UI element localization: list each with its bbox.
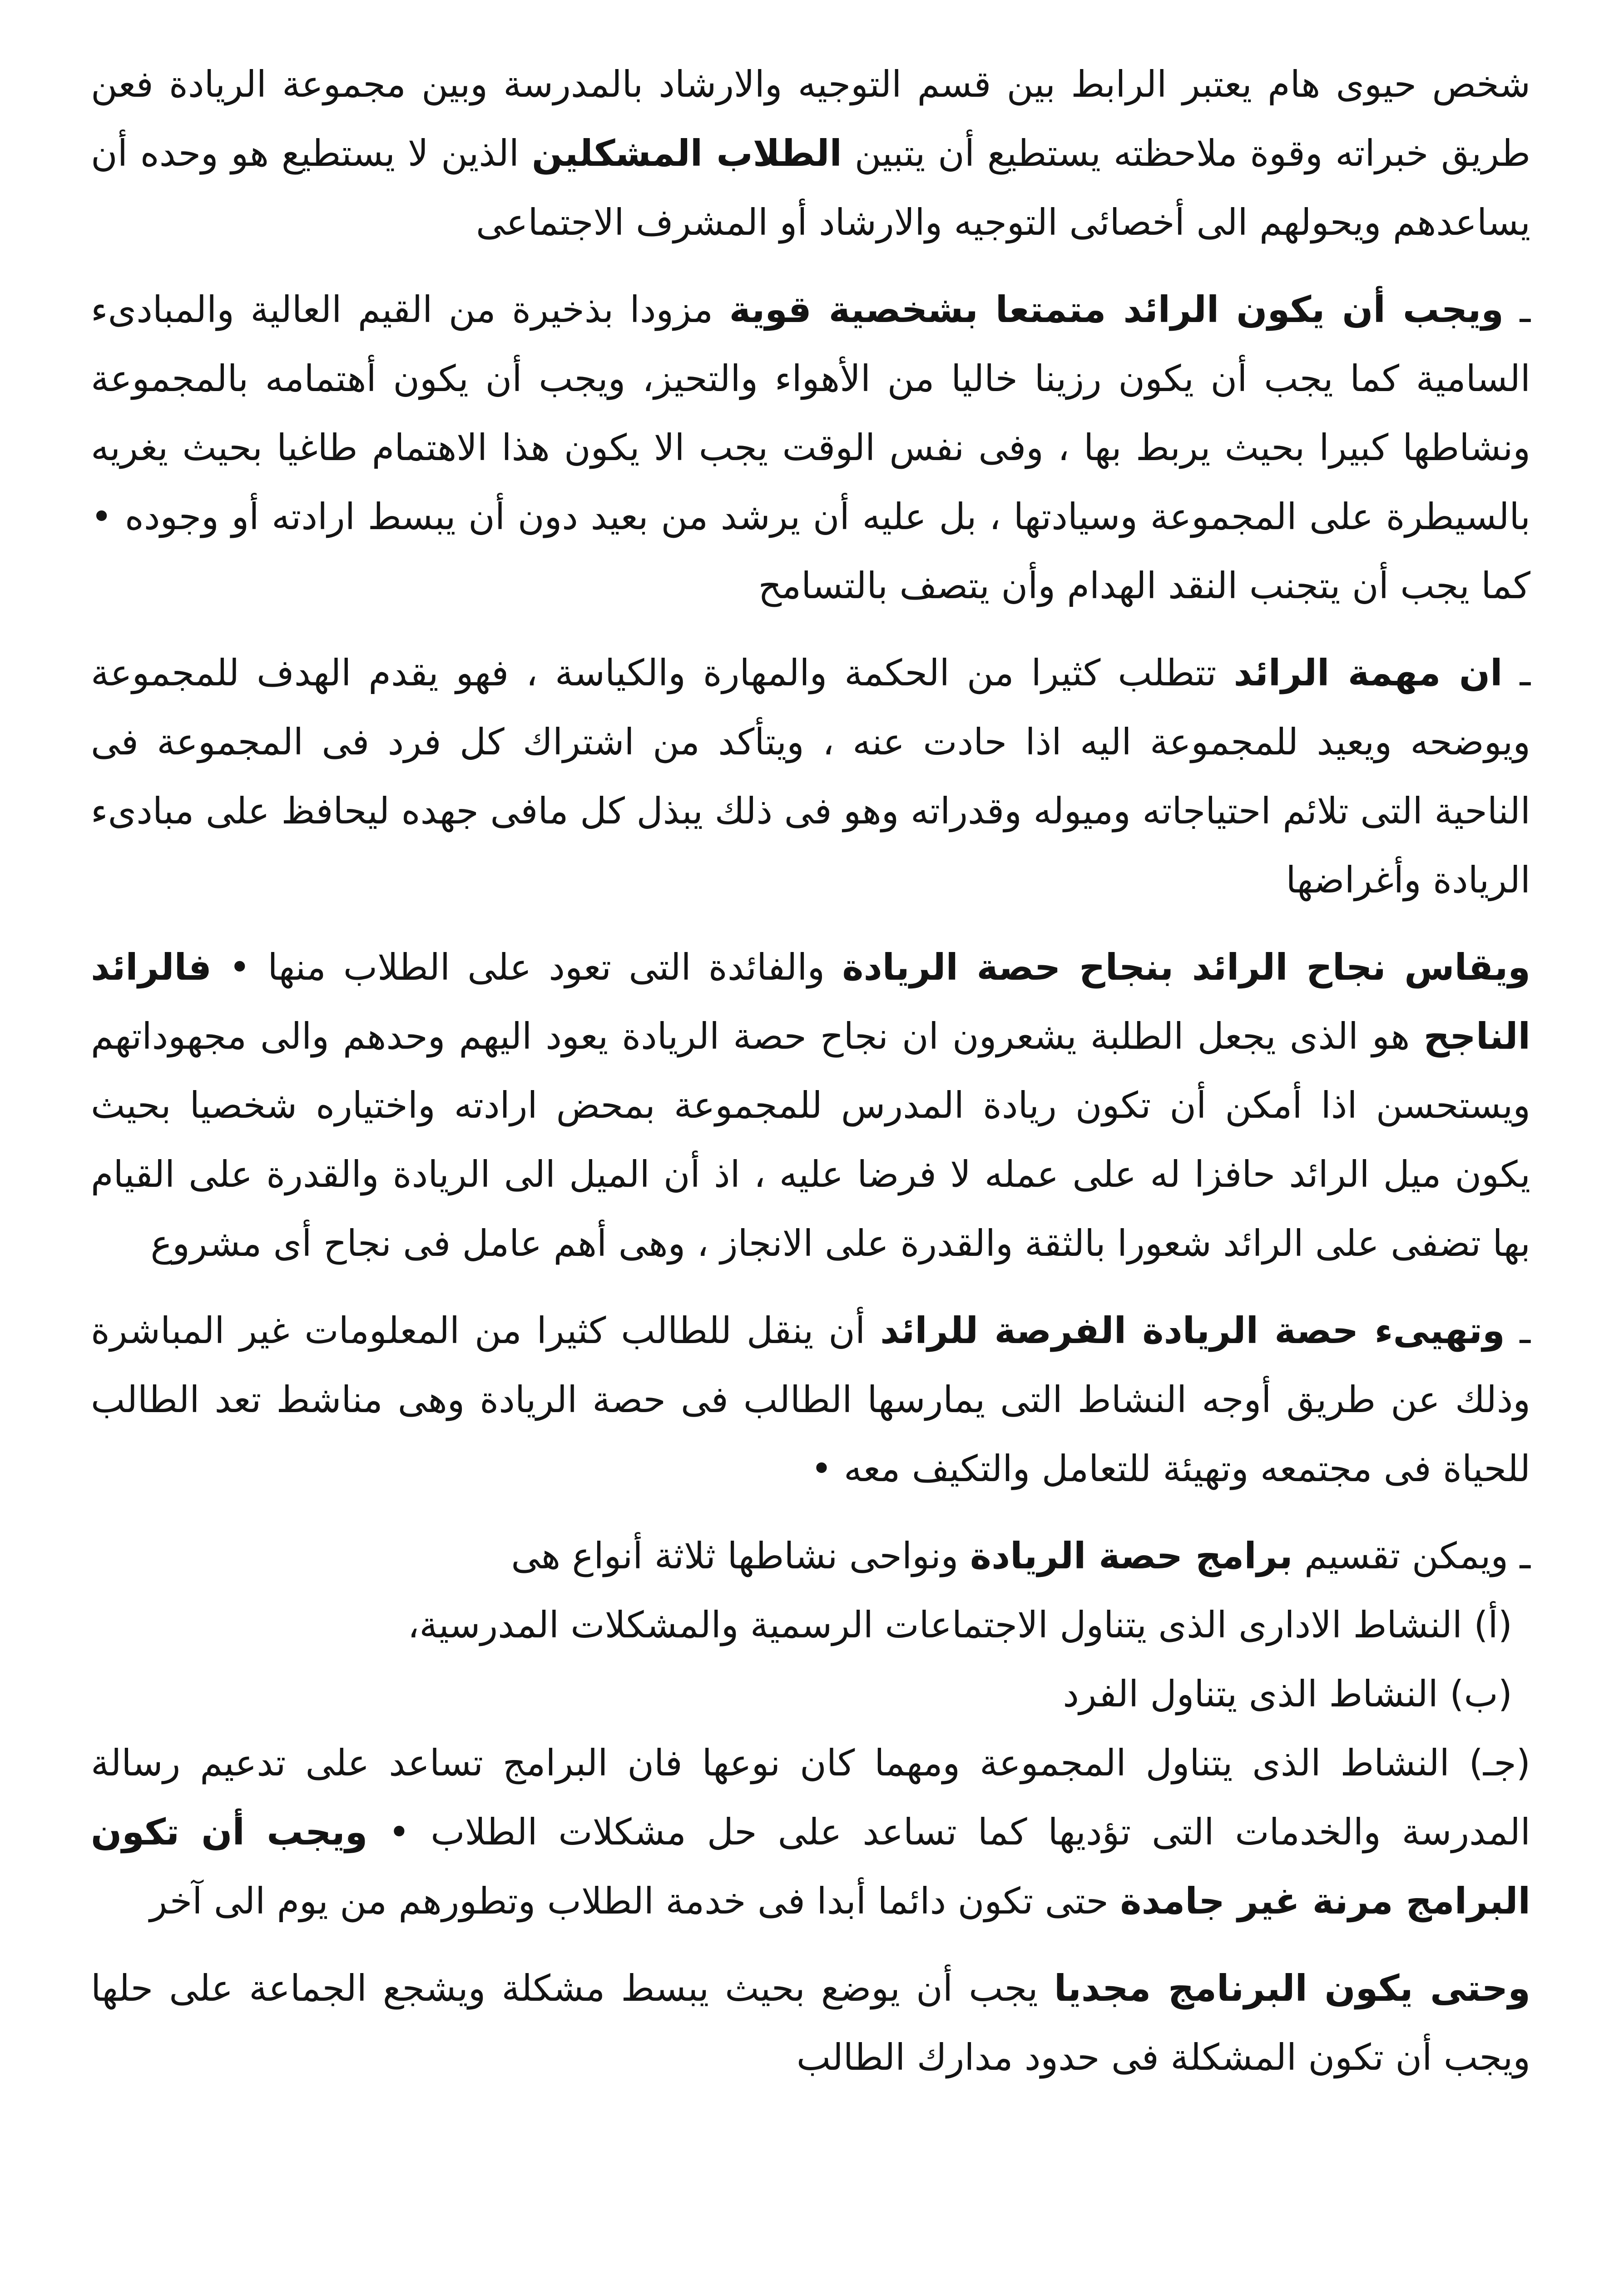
paragraph-4-text-b: هو الذى يجعل الطلبة يشعرون ان نجاح حصة الريادة يعود اليهم وحدهم والى مجهوداتهم ويستحسن اذا أمكن أن تكون ريادة المدرس للمجموعة بمحض ارادته واختياره شخصيا بحيث يكون ميل الرائد حافزا له على عمله لا فرضا عليه ، اذ أن الميل الى الريادة والقدرة على القيام بها تضفى على الرائد شعورا بالثقة والقدرة على الانجاز ، وهى أهم عامل فى نجاح أى مشروع [91, 1015, 1530, 1264]
paragraph-3-text-a: تتطلب كثيرا من الحكمة والمهارة والكياسة ، فهو يقدم الهدف للمجموعة ويوضحه ويعيد للمجموعة اليه اذا حادت عنه ، ويتأكد من اشتراك كل فرد فى المجموعة فى الناحية التى تلائم احتياجاته وميوله وقدراته وهو فى ذلك يبذل كل مافى جهده ليحافظ على مبادىء الريادة وأغراضها [91, 652, 1530, 901]
paragraph-2 [91, 275, 1530, 620]
paragraph-1 [91, 50, 1530, 257]
list-item-c-bold: ويجب أن تكون البرامج مرنة غير جامدة [91, 1811, 1530, 1922]
paragraph-1-text-a: شخص حيوى هام يعتبر الرابط بين قسم التوجيه والارشاد بالمدرسة وبين مجموعة الريادة فعن طريق خبراته وقوة ملاحظته يستطيع أن يتبين [91, 63, 1531, 174]
list-item-c-tail: حتى تكون دائما أبدا فى خدمة الطلاب وتطورهم من يوم الى آخر [149, 1880, 1120, 1922]
paragraph-5-text-a: أن ينقل للطالب كثيرا من المعلومات غير المباشرة وذلك عن طريق أوجه النشاط التى يمارسها الطالب فى حصة الريادة وهى مناشط تعد الطالب للحياة فى مجتمعه وتهيئة للتعامل والتكيف معه • [91, 1309, 1530, 1490]
paragraph-6 [91, 1522, 1530, 1591]
paragraph-7-text-a: يجب أن يوضع بحيث يبسط مشكلة ويشجع الجماعة على حلها ويجب أن تكون المشكلة فى حدود مدارك الطالب [91, 1967, 1530, 2078]
paragraph-3-bold-a: ان مهمة الرائد [1233, 652, 1503, 694]
paragraph-7-bold-a: وحتى يكون البرنامج مجديا [1054, 1967, 1531, 2009]
paragraph-6-dash: ـ [1508, 1535, 1530, 1577]
paragraph-5 [91, 1296, 1530, 1503]
paragraph-2-text-a: مزودا بذخيرة من القيم العالية والمبادىء السامية كما يجب أن يكون رزينا خاليا من الأهواء والتحيز، ويجب أن يكون أهتمامه بالمجموعة ونشاطها كبيرا بحيث يربط بها ، وفى نفس الوقت يجب الا يكون هذا الاهتمام طاغيا بحيث يغريه بالسيطرة على المجموعة وسيادتها ، بل عليه أن يرشد من بعيد دون أن يبسط ارادته أو وجوده • كما يجب أن يتجنب النقد الهدام وأن يتصف بالتسامح [91, 288, 1530, 607]
list-item-c-text: (جـ) النشاط الذى يتناول المجموعة ومهما كان نوعها فان البرامج تساعد على تدعيم رسالة المدرسة والخدمات التى تؤديها كما تساعد على حل مشكلات الطلاب • [91, 1742, 1531, 1853]
paragraph-2-dash: ـ [1504, 288, 1531, 331]
paragraph-6-bold-a: برامج حصة الريادة [970, 1535, 1293, 1577]
list-item-a: (أ) النشاط الادارى الذى يتناول الاجتماعات الرسمية والمشكلات المدرسية، [407, 1604, 1512, 1646]
paragraph-6-text-b: ونواحى نشاطها ثلاثة أنواع هى [511, 1535, 970, 1577]
paragraph-4 [91, 933, 1530, 1278]
paragraph-4-bold-a: ويقاس نجاح الرائد بنجاح حصة الريادة [842, 946, 1530, 988]
paragraph-4-bold-b: فالرائد الناجح [91, 946, 1530, 1057]
paragraph-7 [91, 1954, 1530, 2092]
paragraph-5-dash: ـ [1505, 1309, 1530, 1352]
document-page [91, 50, 1530, 2271]
list-item-c [91, 1729, 1530, 1936]
paragraph-4-text-a: والفائدة التى تعود على الطلاب منها • [211, 946, 842, 988]
paragraph-2-bold-a: ويجب أن يكون الرائد متمتعا بشخصية قوية [729, 288, 1504, 331]
paragraph-6-text-a: ويمكن تقسيم [1292, 1535, 1509, 1577]
paragraph-3 [91, 639, 1530, 915]
paragraph-1-bold-a: الطلاب المشكلين [531, 132, 842, 174]
paragraph-5-bold-a: وتهيىء حصة الريادة الفرصة للرائد [880, 1309, 1505, 1352]
list-item-b: (ب) النشاط الذى يتناول الفرد [1063, 1673, 1512, 1715]
paragraph-3-dash: ـ [1502, 652, 1531, 694]
paragraph-1-text-b: الذين لا يستطيع هو وحده أن يساعدهم ويحولهم الى أخصائى التوجيه والارشاد أو المشرف الاجتماعى [91, 132, 1530, 243]
